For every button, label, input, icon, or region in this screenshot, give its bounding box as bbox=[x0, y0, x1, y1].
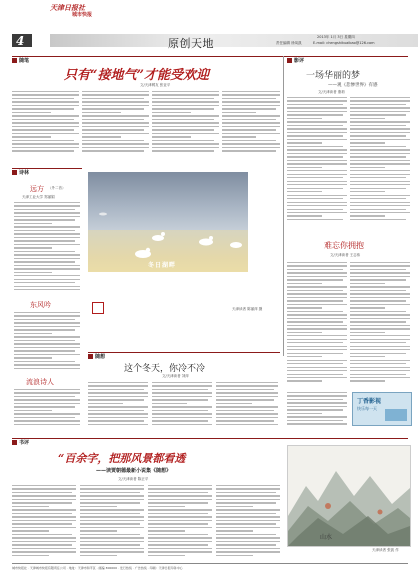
painting-caption: 山水 bbox=[320, 534, 333, 541]
right-top-col2 bbox=[350, 97, 410, 225]
poem3-body bbox=[14, 389, 80, 427]
landscape-painting bbox=[287, 445, 411, 547]
poem2-body bbox=[14, 312, 80, 372]
top-story-col2 bbox=[82, 91, 149, 153]
mid-story-title: 这个冬天，你冷不冷 bbox=[124, 364, 206, 374]
logo-line2: 城市快报 bbox=[72, 12, 93, 18]
poem1-body bbox=[14, 202, 80, 294]
bottom-story-col3 bbox=[148, 485, 212, 560]
mid-story-tag: 随想 bbox=[88, 353, 105, 360]
poem2-title: 东风吟 bbox=[30, 301, 51, 309]
right-top-col1 bbox=[287, 97, 347, 225]
tag-marker-icon bbox=[12, 58, 17, 63]
bottom-story-tag: 书评 bbox=[12, 439, 29, 446]
top-story-byline: 文/天津网友 张亚平 bbox=[140, 83, 171, 87]
right-mid-title: 难忘你拥抱 bbox=[324, 241, 364, 250]
right-mid-byline: 文/天津读者 王志伟 bbox=[330, 253, 361, 257]
painting-credit: 天津读者 张凯 作 bbox=[372, 548, 399, 552]
photo-scene bbox=[88, 172, 248, 272]
logo-line1: 天津日报社 bbox=[50, 4, 85, 12]
photo-seal bbox=[92, 302, 104, 314]
mid-story-col3 bbox=[216, 382, 278, 430]
tag-marker-icon bbox=[12, 170, 17, 175]
poetry-tag: 诗林 bbox=[12, 169, 29, 176]
painting-scene bbox=[288, 446, 410, 546]
lake-photo bbox=[88, 172, 248, 272]
mid-story-byline: 文/天津读者 刘萍 bbox=[162, 374, 189, 378]
top-story-tag: 随笔 bbox=[12, 57, 29, 64]
poem1-title: 远方 bbox=[30, 185, 44, 193]
photo-credit: 天津读者 陈丽萍 摄 bbox=[232, 307, 263, 311]
ad-title: 丁香影视 bbox=[357, 398, 382, 405]
right-top-title: 一场华丽的梦 bbox=[306, 71, 361, 81]
bottom-story-col4 bbox=[216, 485, 280, 560]
mid-story-col2 bbox=[152, 382, 212, 430]
mid-story-col1 bbox=[88, 382, 148, 430]
editor-info: 责任编辑 徐凤凯 bbox=[276, 41, 302, 45]
tag-marker-icon bbox=[287, 58, 292, 63]
right-mid-col2 bbox=[350, 262, 410, 387]
poem1-author: 天津工业大学 郑丽娟 bbox=[22, 195, 55, 199]
poem3-title: 流浪诗人 bbox=[26, 378, 54, 386]
page-number: 4 bbox=[16, 34, 25, 48]
right-top-subtitle: ——观《悲惨世界》有感 bbox=[328, 83, 378, 88]
newspaper-logo bbox=[50, 3, 112, 17]
bottom-story-byline: 文/天津读者 陈正平 bbox=[118, 477, 149, 481]
editor-email: E-mail: chengshikuaibao@126.com bbox=[313, 41, 375, 45]
ad-slogan: 快乐每一天 bbox=[357, 406, 377, 411]
masthead bbox=[0, 0, 420, 48]
right-top-tag: 影评 bbox=[287, 57, 304, 64]
footer-bar bbox=[12, 563, 408, 572]
tag-marker-icon bbox=[88, 354, 93, 359]
right-top-byline: 文/天津读者 康莉 bbox=[318, 90, 345, 94]
right-mid-tail bbox=[287, 392, 347, 428]
bottom-rule bbox=[12, 438, 408, 439]
issue-date: 2013年 1月 3日 星期四 bbox=[317, 35, 355, 39]
bottom-story-col2 bbox=[80, 485, 144, 560]
right-mid-col1 bbox=[287, 262, 347, 387]
bottom-story-col1 bbox=[12, 485, 76, 560]
top-story-col3 bbox=[152, 91, 219, 153]
page-number-block bbox=[12, 34, 32, 47]
advertisement bbox=[352, 392, 412, 426]
footer-text: 城市快报社 · 天津城市快报有限责任公司 · 地址：天津市和平区 · 邮编 300000 · 发行热线 · 广告热线 · 印刷：天津日报印务中心 bbox=[12, 566, 183, 570]
bottom-story-subtitle: ——读贾朝德最新小说集《随想》 bbox=[96, 468, 172, 474]
tag-marker-icon bbox=[12, 440, 17, 445]
mid-rule bbox=[88, 352, 280, 353]
top-story-col1 bbox=[12, 91, 79, 153]
top-story-col4 bbox=[222, 91, 280, 153]
ad-graphic bbox=[385, 409, 407, 421]
top-story-title: 只有“接地气”才能受欢迎 bbox=[64, 68, 209, 83]
photo-caption: 冬日湖畔 bbox=[148, 262, 177, 269]
top-rule bbox=[12, 56, 408, 57]
page-title: 原创天地 bbox=[168, 37, 214, 50]
poem1-note: （外二首） bbox=[48, 186, 66, 190]
bottom-story-title: “百余字，把那风景都看透 bbox=[58, 452, 186, 465]
column-divider bbox=[283, 56, 284, 356]
